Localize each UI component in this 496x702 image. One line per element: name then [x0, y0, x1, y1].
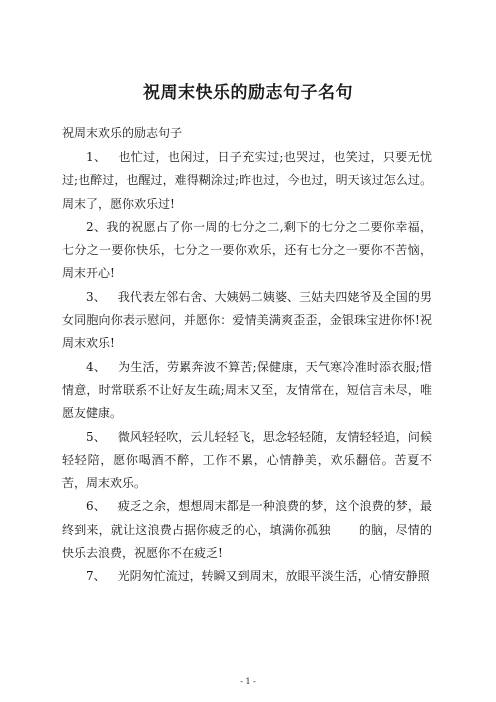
paragraph-number: 3、 [86, 289, 106, 304]
paragraph-text: 我代表左邻右舍、大姨妈二姨婆、三姑夫四姥爷及全国的男女同胞向你表示慰问，并愿你：爱情美满爽歪歪，金银珠宝进你怀!祝周末欢乐! [62, 289, 432, 351]
paragraph-number: 5、 [86, 429, 106, 444]
paragraph-3 [62, 286, 432, 356]
paragraph-2 [62, 216, 432, 286]
paragraph-5 [62, 426, 432, 496]
paragraph-text: 微风轻轻吹，云儿轻轻飞，思念轻轻随，友情轻轻追，问候轻轻陪，愿你喝酒不醉，工作不累，心情静美，欢乐翻倍。苦夏不苦，周末欢乐。 [62, 429, 432, 491]
paragraph-text-before: 疲乏之余，想想周末都是一种浪费的梦，这个浪费的梦，最终到来，就让这浪费占据你疲乏的心，填满你孤独 [62, 499, 432, 537]
document-subtitle: 祝周末欢乐的励志句子 [62, 126, 183, 140]
paragraph-number: 2、 [86, 219, 107, 234]
document-title: 祝周末快乐的励志句子名句 [143, 83, 353, 103]
document-body [62, 146, 432, 589]
paragraph-number: 6、 [86, 499, 106, 514]
paragraph-number: 4、 [86, 359, 107, 374]
paragraph-text: 我的祝愿占了你一周的七分之二,剩下的七分之二要你幸福，七分之一要你快乐，七分之一要你欢乐，还有七分之一要你不苦恼，周末开心! [62, 219, 432, 281]
paragraph-text: 光阴匆忙流过，转瞬又到周末，放眼平淡生活，心情安静照 [117, 569, 430, 584]
page-number: - 1 - [240, 677, 256, 686]
paragraph-6 [62, 495, 432, 565]
paragraph-7 [62, 565, 432, 588]
paragraph-number: 7、 [86, 569, 106, 584]
paragraph-text-after: 的脑，尽情的快乐去浪费，祝愿你不在疲乏! [62, 522, 432, 561]
paragraph-text: 也忙过，也闲过，日子充实过;也哭过，也笑过，只要无忧过;也醉过，也醒过，难得糊涂过;昨也过，今也过，明天该过怎么过。周末了，愿你欢乐过! [62, 150, 433, 211]
paragraph-number: 1、 [86, 150, 107, 164]
paragraph-text: 为生活，劳累奔波不算苦;保健康，天气寒冷准时添衣服;惜情意，时常联系不让好友生疏;周末又至，友情常在，短信言未尽，唯愿友健康。 [62, 359, 433, 421]
paragraph-4 [62, 356, 432, 426]
paragraph-1 [62, 146, 432, 216]
